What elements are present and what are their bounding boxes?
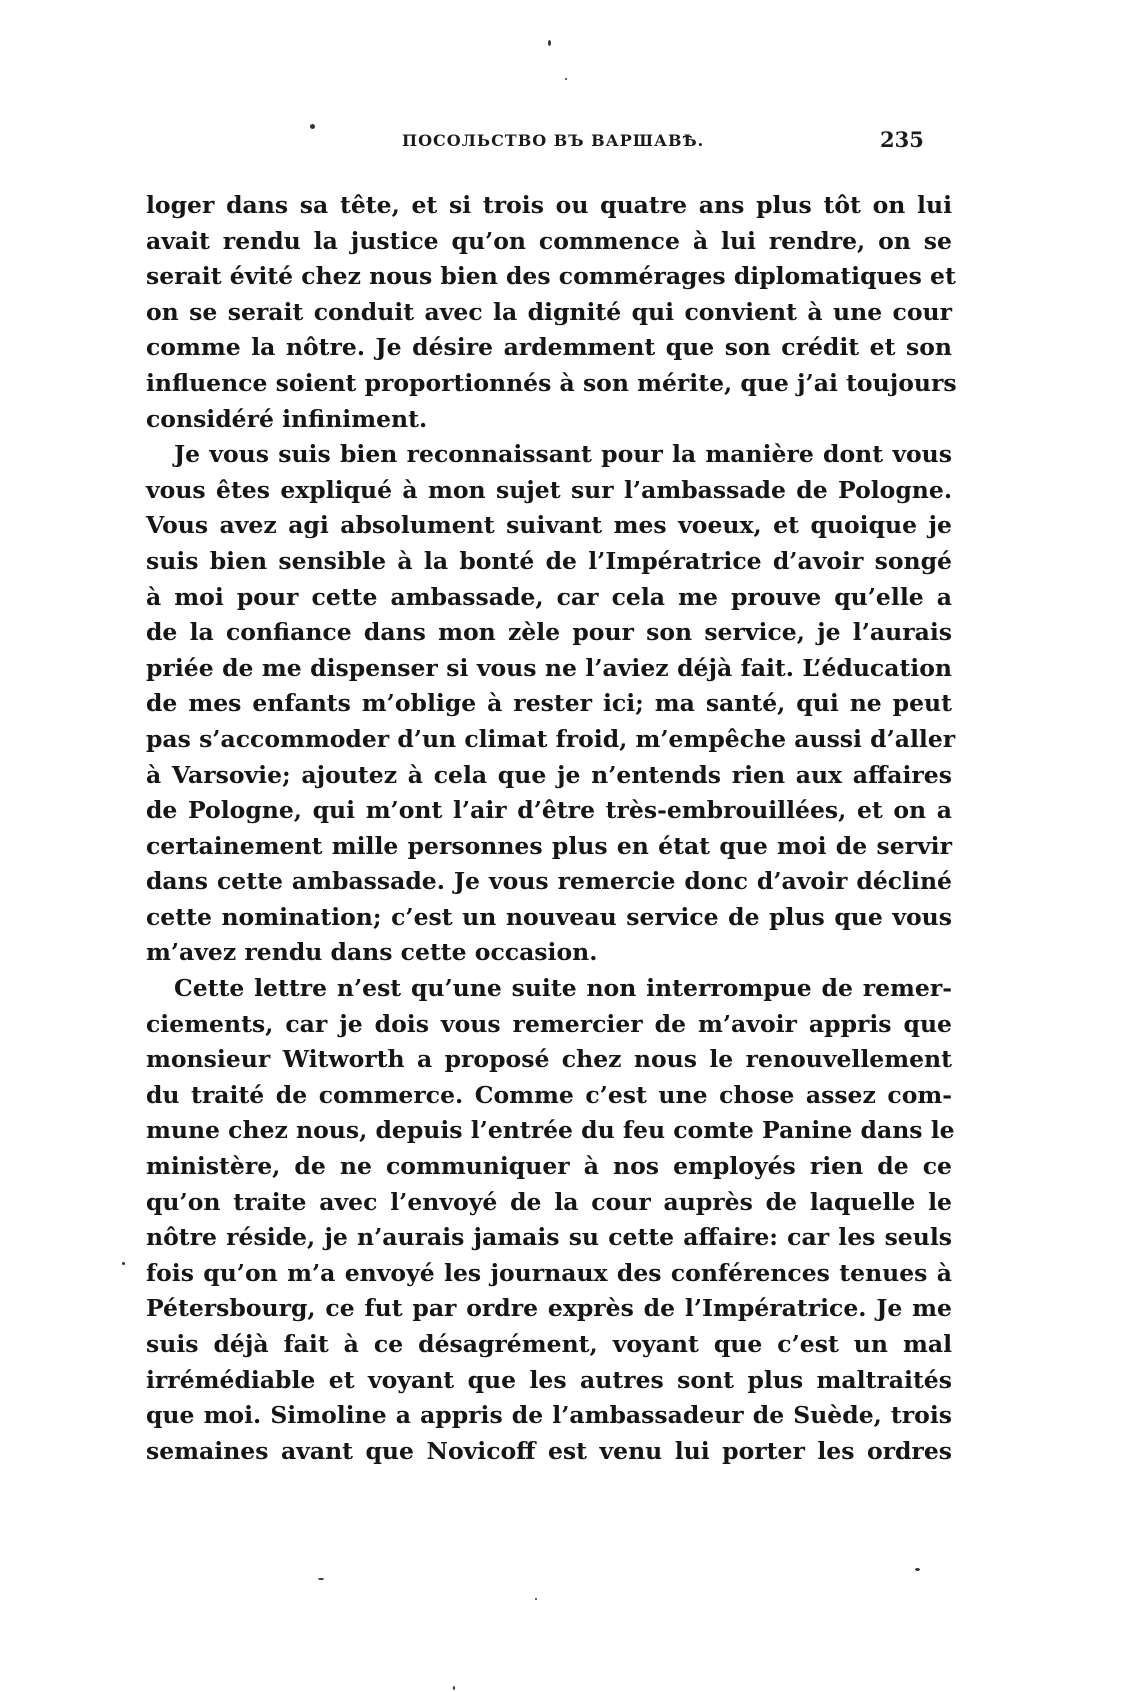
- scan-speck: [453, 1686, 455, 1690]
- text-line: Cette lettre n’est qu’une suite non interrompue de remer-: [174, 974, 952, 1003]
- text-line: suis déjà fait à ce désagrément, voyant que c’est un mal: [146, 1330, 952, 1358]
- text-line: Vous avez agi absolument suivant mes voeux, et quoique je: [146, 511, 952, 540]
- text-line: m’avez rendu dans cette occasion.: [146, 938, 598, 967]
- text-line: ministère, de ne communiquer à nos employés rien de ce: [146, 1152, 952, 1181]
- text-line: de mes enfants m’oblige à rester ici; ma santé, qui ne peut: [146, 689, 952, 718]
- text-line: considéré infiniment.: [146, 404, 428, 433]
- text-line: du traité de commerce. Comme c’est une chose assez com-: [146, 1080, 952, 1109]
- scan-speck: [548, 40, 551, 46]
- text-line: mune chez nous, depuis l’entrée du feu comte Panine dans le: [146, 1116, 955, 1145]
- scan-speck: [310, 124, 315, 129]
- page-number: 235: [880, 127, 924, 152]
- text-line: de la confiance dans mon zèle pour son service, je l’aurais: [146, 618, 952, 647]
- running-head: ПОСОЛЬСТВО ВЪ ВАРШАВѢ.: [402, 131, 705, 150]
- text-line: comme la nôtre. Je désire ardemment que son crédit et son: [146, 333, 952, 362]
- scan-speck: [535, 1598, 537, 1600]
- text-line: suis bien sensible à la bonté de l’Impératrice d’avoir songé: [146, 546, 952, 575]
- text-line: serait évité chez nous bien des commérages diplomatiques et: [146, 262, 956, 291]
- scan-speck: [915, 1568, 920, 1571]
- text-line: avait rendu la justice qu’on commence à lui rendre, on se: [146, 226, 952, 255]
- text-line: influence soient proportionnés à son mérite, que j’ai toujours: [146, 368, 957, 397]
- text-line: nôtre réside, je n’aurais jamais su cette affaire: car les seuls: [146, 1223, 952, 1252]
- text-line: dans cette ambassade. Je vous remercie donc d’avoir décliné: [146, 867, 952, 896]
- text-line: Pétersbourg, ce fut par ordre exprès de l’Impératrice. Je me: [146, 1294, 952, 1323]
- text-line: fois qu’on m’a envoyé les journaux des conférences tenues à: [146, 1258, 952, 1287]
- text-line: pas s’accommoder d’un climat froid, m’empêche aussi d’aller: [146, 724, 956, 753]
- text-line: certainement mille personnes plus en état que moi de servir: [146, 831, 952, 860]
- text-line: Je vous suis bien reconnaissant pour la manière dont vous: [174, 440, 952, 469]
- scan-speck: [122, 1262, 125, 1265]
- text-line: cette nomination; c’est un nouveau service de plus que vous: [146, 902, 952, 931]
- text-line: que moi. Simoline a appris de l’ambassadeur de Suède, trois: [146, 1401, 952, 1430]
- text-line: priée de me dispenser si vous ne l’aviez déjà fait. L’éducation: [146, 653, 952, 682]
- text-line: irrémédiable et voyant que les autres sont plus maltraités: [146, 1365, 952, 1394]
- text-line: loger dans sa tête, et si trois ou quatre ans plus tôt on lui: [146, 191, 952, 219]
- text-line: de Pologne, qui m’ont l’air d’être très-embrouillées, et on a: [146, 796, 952, 825]
- text-line: ciements, car je dois vous remercier de m’avoir appris que: [146, 1009, 952, 1038]
- scan-speck: [565, 78, 567, 80]
- scan-speck: [318, 1578, 324, 1580]
- text-line: on se serait conduit avec la dignité qui convient à une cour: [146, 297, 952, 326]
- text-line: à Varsovie; ajoutez à cela que je n’entends rien aux affaires: [146, 760, 952, 789]
- text-line: monsieur Witworth a proposé chez nous le renouvellement: [146, 1045, 952, 1074]
- text-line: vous êtes expliqué à mon sujet sur l’ambassade de Pologne.: [146, 475, 952, 504]
- text-line: à moi pour cette ambassade, car cela me prouve qu’elle a: [146, 582, 952, 611]
- text-line: qu’on traite avec l’envoyé de la cour auprès de laquelle le: [146, 1187, 952, 1216]
- body-text: [146, 188, 957, 1469]
- text-line: semaines avant que Novicoff est venu lui porter les ordres: [146, 1436, 952, 1465]
